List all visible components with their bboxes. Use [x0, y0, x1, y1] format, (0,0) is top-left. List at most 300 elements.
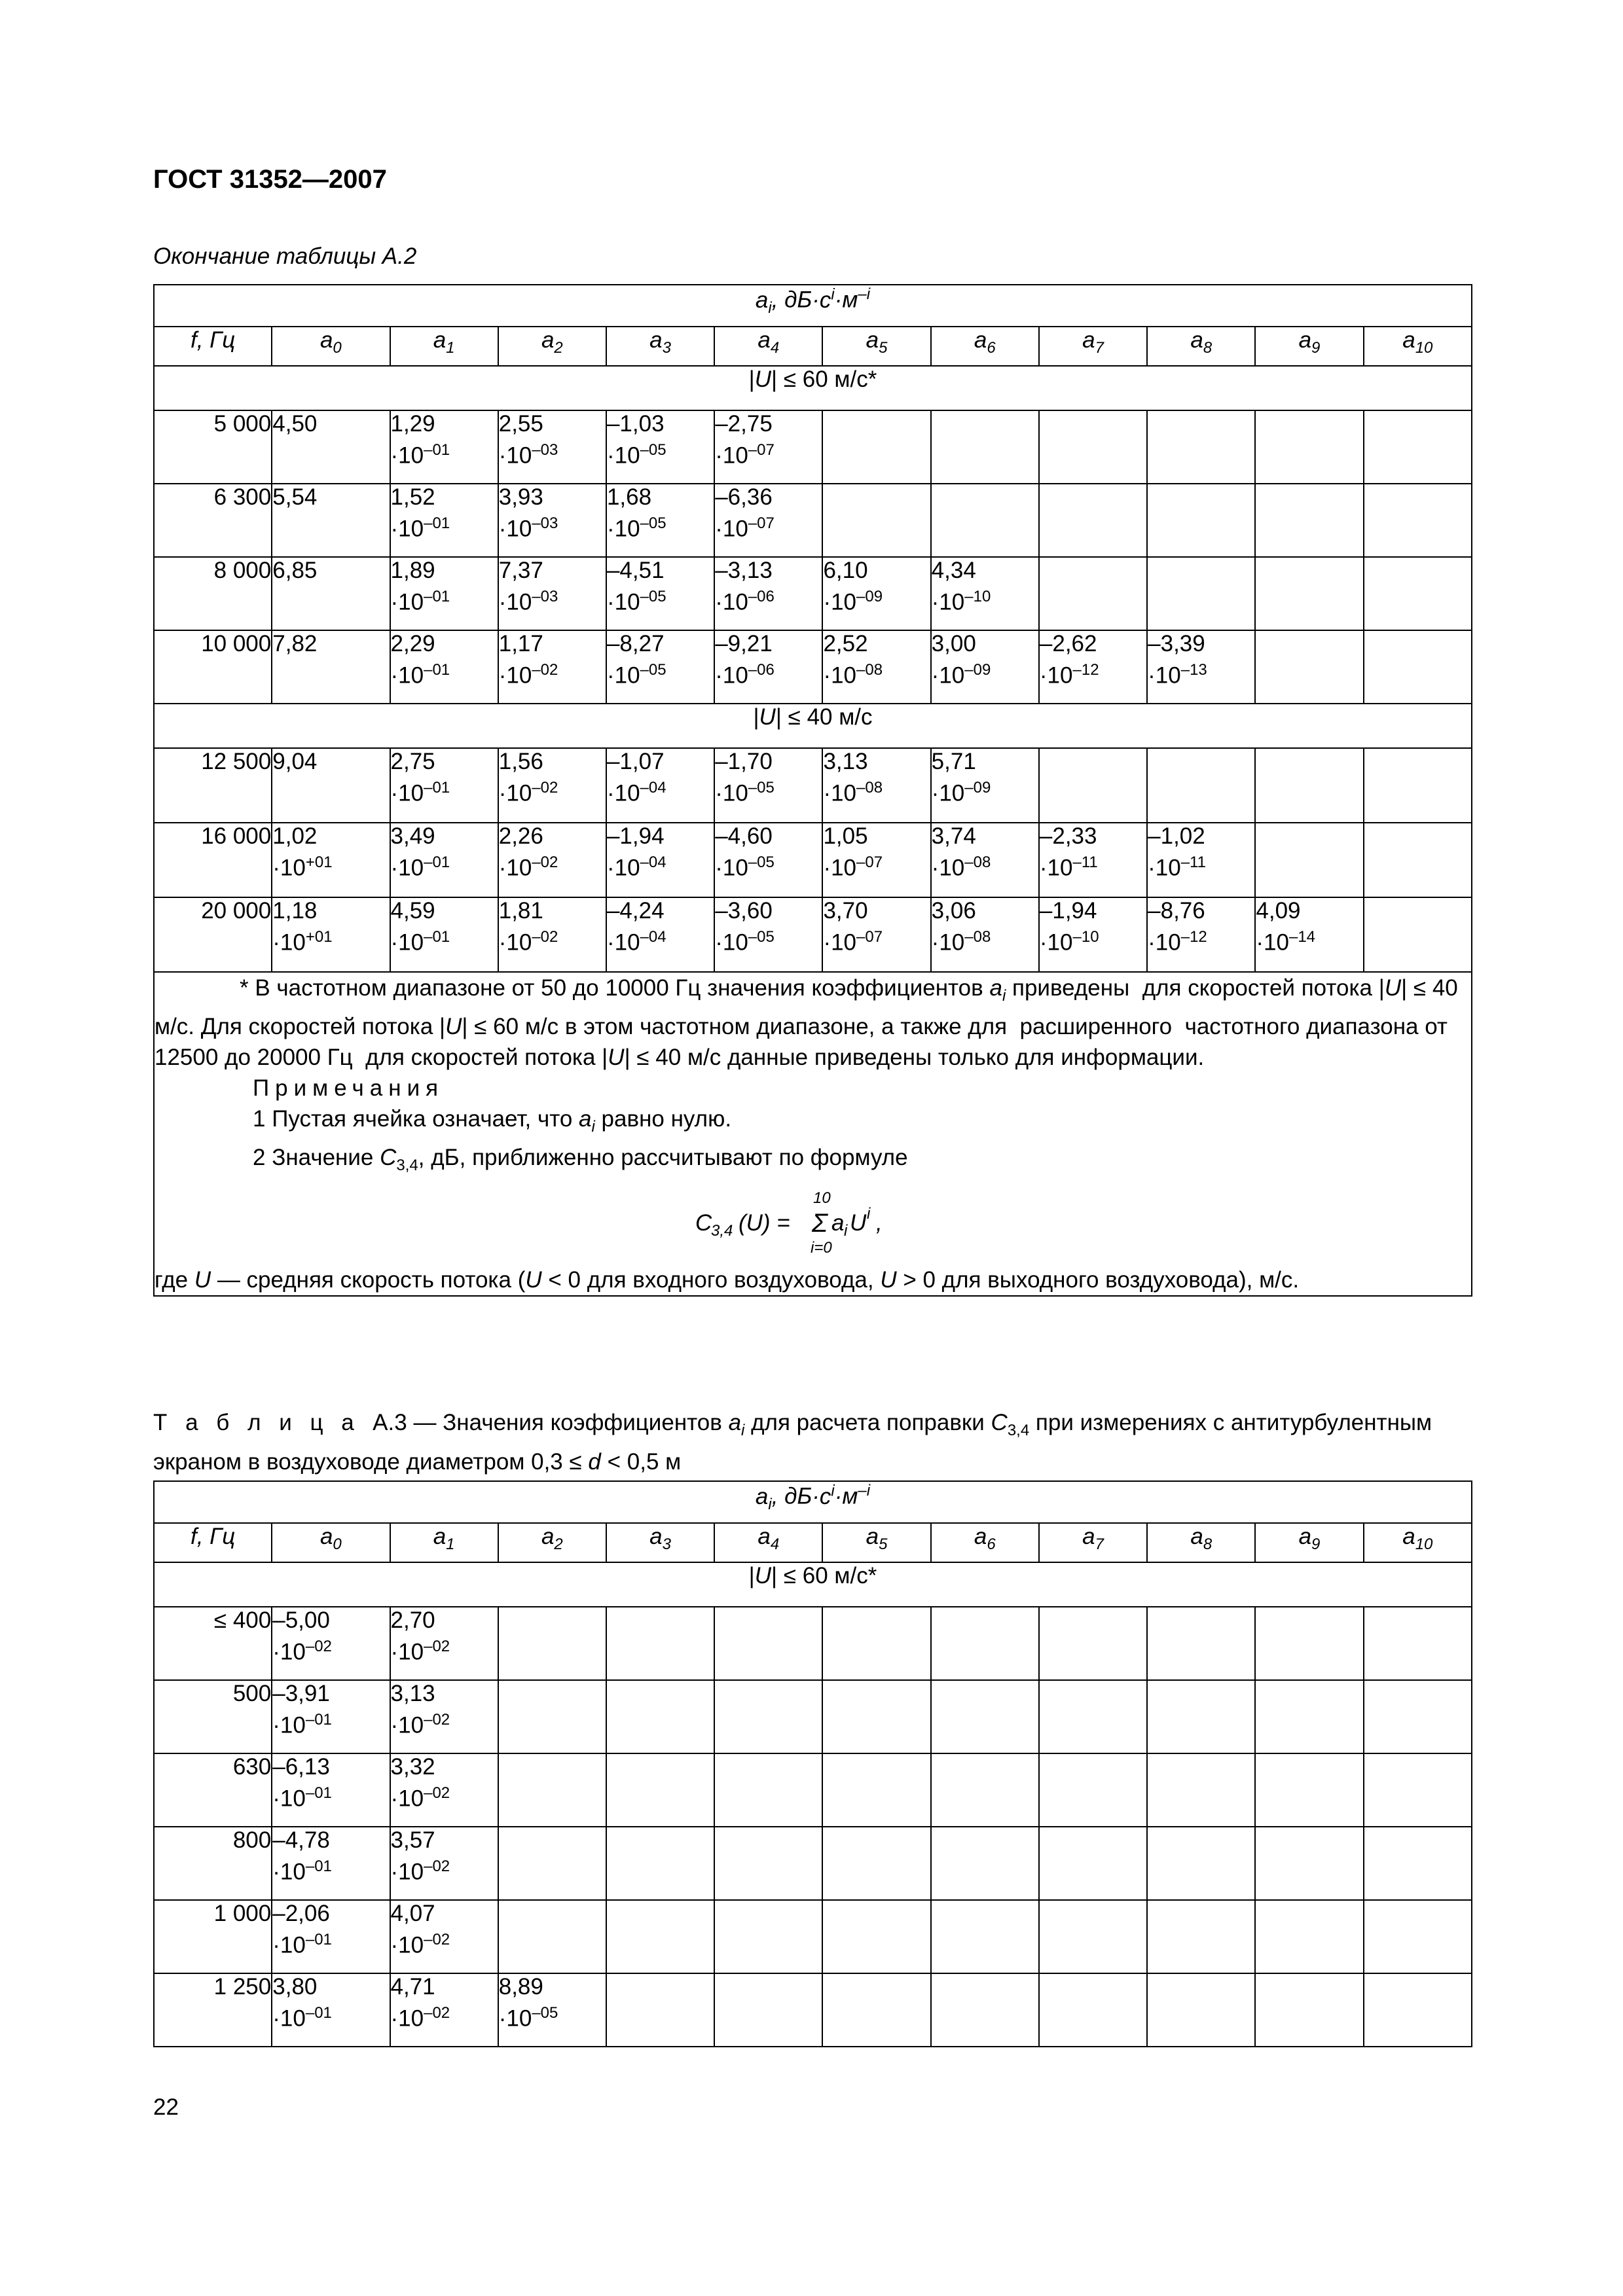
coefficient-exponent: $\cdot 10^{-07}$	[715, 514, 775, 542]
coefficient-cell	[714, 410, 822, 484]
table-row	[154, 1973, 1472, 2047]
coefficient-mantissa: 4,34	[931, 558, 976, 583]
coefficient-exponent: $\cdot 10^{-07}$	[823, 928, 883, 956]
svg-text:i=0: i=0	[810, 1239, 832, 1257]
coefficient-exponent: $\cdot 10^{-01}$	[272, 1857, 332, 1885]
coefficient-mantissa: 1,02	[272, 823, 318, 849]
frequency-cell: 20 000	[154, 897, 272, 972]
coefficient-cell	[1147, 630, 1255, 704]
coefficient-cell	[931, 748, 1039, 823]
coefficient-exponent: $\cdot 10^{-09}$	[823, 588, 883, 615]
coefficient-cell	[1255, 1680, 1363, 1753]
coefficient-mantissa: 1,29	[390, 411, 435, 437]
coefficient-cell	[714, 1607, 822, 1680]
coefficient-mantissa: –8,27	[606, 631, 665, 656]
coefficient-cell	[1039, 557, 1147, 630]
svg-text:(U) =: (U) =	[738, 1210, 790, 1236]
coefficient-cell	[498, 1900, 606, 1973]
coefficient-cell	[714, 897, 822, 972]
coefficient-cell	[1364, 1753, 1472, 1827]
coefficient-cell	[822, 897, 930, 972]
coefficient-exponent: $\cdot 10^{-02}$	[390, 1638, 450, 1665]
table-row	[154, 823, 1472, 897]
coefficient-cell	[272, 1607, 390, 1680]
coefficient-cell	[714, 630, 822, 704]
coefficient-mantissa: 7,82	[272, 631, 318, 656]
frequency-cell: 16 000	[154, 823, 272, 897]
coefficient-cell	[390, 557, 498, 630]
coefficient-cell	[272, 630, 390, 704]
coefficient-cell	[606, 1753, 714, 1827]
coefficient-exponent: $\cdot 10^{-02}$	[390, 1784, 450, 1812]
coefficient-mantissa: –1,02	[1148, 823, 1205, 849]
coefficient-exponent: $\cdot 10^{-01}$	[390, 853, 450, 881]
coefficient-exponent: $\cdot 10^{-01}$	[390, 928, 450, 956]
svg-text:C: C	[695, 1210, 712, 1236]
coefficient-cell	[1255, 484, 1363, 557]
coefficient-cell	[931, 557, 1039, 630]
coefficient-cell	[272, 748, 390, 823]
coefficient-mantissa: 3,93	[498, 484, 543, 510]
coef-header: $a_{10}$	[1364, 1523, 1472, 1562]
frequency-cell: ≤ 400	[154, 1607, 272, 1680]
coefficient-mantissa: 3,00	[931, 631, 976, 656]
coefficient-cell	[931, 410, 1039, 484]
coefficient-mantissa: –9,21	[715, 631, 773, 656]
note-2: 2 Значение $C_{3,4}$, дБ, приближенно рассчитывают по формуле	[253, 1145, 908, 1174]
unit-header: $a_i$, $дБ\cdot c^i\cdot м^{-i}$	[154, 1481, 1472, 1523]
coefficient-cell	[1255, 1900, 1363, 1973]
frequency-cell: 500	[154, 1680, 272, 1753]
coefficient-cell	[272, 897, 390, 972]
coefficient-cell	[1147, 410, 1255, 484]
svg-text:U: U	[849, 1210, 866, 1236]
coefficient-mantissa: –5,00	[272, 1607, 330, 1633]
coefficient-exponent: $\cdot 10^{-03}$	[498, 588, 558, 615]
coefficient-mantissa: –1,94	[606, 823, 665, 849]
coefficient-cell	[1039, 1680, 1147, 1753]
coef-header: $a_5$	[822, 327, 930, 366]
coefficient-cell	[390, 1827, 498, 1900]
coefficient-cell	[606, 823, 714, 897]
coefficient-cell	[390, 630, 498, 704]
coefficient-cell	[1364, 823, 1472, 897]
coefficient-exponent: $\cdot 10^{+01}$	[272, 853, 333, 881]
coef-header: $a_9$	[1255, 327, 1363, 366]
coefficient-mantissa: 9,04	[272, 749, 318, 774]
coefficient-mantissa: 3,13	[390, 1681, 435, 1706]
coefficient-mantissa: –4,78	[272, 1827, 330, 1853]
coefficient-exponent: $\cdot 10^{-09}$	[931, 661, 991, 689]
coefficient-mantissa: –3,60	[715, 898, 773, 924]
coefficient-cell	[606, 1827, 714, 1900]
svg-text:3,4: 3,4	[710, 1222, 733, 1240]
coefficient-exponent: $\cdot 10^{-02}$	[498, 661, 558, 689]
coefficient-exponent: $\cdot 10^{-08}$	[823, 779, 883, 806]
coefficient-cell	[498, 557, 606, 630]
coefficient-cell	[498, 1607, 606, 1680]
table-a2-caption: Окончание таблицы А.2	[153, 243, 417, 269]
coef-header: $a_3$	[606, 327, 714, 366]
table-row	[154, 410, 1472, 484]
coefficient-exponent: $\cdot 10^{-02}$	[390, 2004, 450, 2032]
coefficient-mantissa: 4,50	[272, 411, 318, 437]
frequency-cell: 630	[154, 1753, 272, 1827]
coefficient-exponent: $\cdot 10^{-02}$	[390, 1931, 450, 1958]
coefficient-cell	[1255, 557, 1363, 630]
coefficient-cell	[1039, 1753, 1147, 1827]
coefficients-table-a3	[153, 1480, 1472, 2047]
coefficient-mantissa: 6,10	[823, 558, 868, 583]
coefficient-mantissa: 3,74	[931, 823, 976, 849]
section-header-40: |U| ≤ 40 м/с	[154, 704, 1472, 748]
coefficient-cell	[931, 1753, 1039, 1827]
coefficient-cell	[606, 1680, 714, 1753]
coefficient-cell	[931, 1900, 1039, 1973]
coefficient-cell	[498, 630, 606, 704]
coefficient-exponent: $\cdot 10^{-05}$	[715, 853, 775, 881]
coefficient-cell	[822, 630, 930, 704]
coefficient-mantissa: 3,80	[272, 1974, 318, 2000]
coefficient-cell	[822, 1607, 930, 1680]
coefficient-mantissa: 2,55	[498, 411, 543, 437]
coef-header: $a_0$	[272, 327, 390, 366]
coefficient-exponent: $\cdot 10^{-08}$	[931, 928, 991, 956]
coefficient-cell	[714, 1900, 822, 1973]
coefficient-cell	[822, 484, 930, 557]
coefficient-mantissa: –1,07	[606, 749, 665, 774]
coefficient-cell	[1364, 1973, 1472, 2047]
coefficient-cell	[272, 1973, 390, 2047]
coefficient-mantissa: 2,70	[390, 1607, 435, 1633]
coefficient-cell	[390, 1900, 498, 1973]
coefficient-exponent: $\cdot 10^{-03}$	[498, 441, 558, 469]
coefficient-cell	[498, 1973, 606, 2047]
coefficient-exponent: $\cdot 10^{-02}$	[272, 1638, 332, 1665]
coefficient-mantissa: 1,05	[823, 823, 868, 849]
coefficient-cell	[1255, 630, 1363, 704]
coefficient-cell	[1147, 1900, 1255, 1973]
coefficient-cell	[498, 1680, 606, 1753]
coef-header: $a_9$	[1255, 1523, 1363, 1562]
coefficient-cell	[1039, 1827, 1147, 1900]
coefficient-mantissa: 1,89	[390, 558, 435, 583]
coefficient-cell	[1147, 748, 1255, 823]
coefficient-mantissa: 3,32	[390, 1754, 435, 1780]
coefficient-cell	[390, 897, 498, 972]
coefficient-exponent: $\cdot 10^{-01}$	[390, 514, 450, 542]
coefficient-mantissa: –6,36	[715, 484, 773, 510]
coefficient-exponent: $\cdot 10^{-10}$	[931, 588, 991, 615]
coef-header: $a_5$	[822, 1523, 930, 1562]
coefficient-exponent: $\cdot 10^{-11}$	[1039, 853, 1098, 881]
svg-text:Σ: Σ	[811, 1209, 828, 1238]
coefficient-cell	[822, 1680, 930, 1753]
coefficient-cell	[822, 1973, 930, 2047]
coefficient-exponent: $\cdot 10^{-06}$	[715, 661, 775, 689]
coefficient-mantissa: 3,06	[931, 898, 976, 924]
coefficient-exponent: $\cdot 10^{-04}$	[606, 928, 666, 956]
table-row	[154, 630, 1472, 704]
coefficient-exponent: $\cdot 10^{-07}$	[715, 441, 775, 469]
frequency-cell: 800	[154, 1827, 272, 1900]
coefficient-cell	[822, 823, 930, 897]
coefficient-mantissa: –4,51	[606, 558, 665, 583]
coefficient-cell	[1039, 1973, 1147, 2047]
coefficient-exponent: $\cdot 10^{-08}$	[931, 853, 991, 881]
footnote: * В частотном диапазоне от 50 до 10000 Гц значения коэффициентов $a_i$ приведены для скоростей потока |U| ≤ 40 м/с. Для скоростей потока |U| ≤ 60 м/с в этом частотном диапазоне, а также для расширенного частотного диапазона от 12500 до 20000 Гц для скоростей потока |U| ≤ 40 м/с данные приведены только для информации.	[155, 975, 1458, 1070]
coefficient-exponent: $\cdot 10^{-03}$	[498, 514, 558, 542]
frequency-cell: 1 250	[154, 1973, 272, 2047]
coef-header: $a_4$	[714, 327, 822, 366]
coef-header: $a_7$	[1039, 1523, 1147, 1562]
coefficient-cell	[1147, 1680, 1255, 1753]
coefficient-exponent: $\cdot 10^{-02}$	[498, 928, 558, 956]
frequency-cell: 12 500	[154, 748, 272, 823]
coefficient-exponent: $\cdot 10^{-05}$	[715, 779, 775, 806]
coefficient-cell	[1039, 1900, 1147, 1973]
notes-title: Примечания	[253, 1075, 445, 1101]
coefficient-mantissa: 4,07	[390, 1901, 435, 1926]
coefficient-mantissa: –1,70	[715, 749, 773, 774]
coefficient-cell	[931, 897, 1039, 972]
coefficient-cell	[1255, 823, 1363, 897]
coefficient-exponent: $\cdot 10^{-02}$	[390, 1711, 450, 1738]
coefficient-cell	[822, 1827, 930, 1900]
frequency-cell: 6 300	[154, 484, 272, 557]
coefficient-cell	[822, 557, 930, 630]
coefficient-cell	[1255, 1753, 1363, 1827]
coefficient-cell	[1039, 823, 1147, 897]
table-row	[154, 1607, 1472, 1680]
svg-text:a: a	[831, 1210, 844, 1236]
coefficient-cell	[822, 410, 930, 484]
coef-header: $a_1$	[390, 1523, 498, 1562]
coefficient-exponent: $\cdot 10^{-01}$	[272, 1711, 332, 1738]
coefficient-cell	[390, 1680, 498, 1753]
coefficient-exponent: $\cdot 10^{-04}$	[606, 853, 666, 881]
coefficient-cell	[931, 484, 1039, 557]
coefficient-exponent: $\cdot 10^{-05}$	[606, 514, 666, 542]
coefficient-cell	[1147, 484, 1255, 557]
table-a3-caption: Т а б л и ц а А.3 — Значения коэффициентов $a_i$ для расчета поправки $C_{3,4}$ при измерениях с антитурбулентным экраном в воздуховоде диаметром 0,3 ≤ d < 0,5 м	[153, 1410, 1432, 1475]
coefficient-mantissa: 1,81	[498, 898, 543, 924]
table-row	[154, 1680, 1472, 1753]
coefficient-mantissa: 2,52	[823, 631, 868, 656]
coefficient-cell	[714, 1973, 822, 2047]
coefficient-cell	[606, 1900, 714, 1973]
coef-header: $a_{10}$	[1364, 327, 1472, 366]
coefficient-cell	[1364, 748, 1472, 823]
coefficient-exponent: $\cdot 10^{-05}$	[606, 588, 666, 615]
coefficient-cell	[272, 1827, 390, 1900]
coefficient-cell	[606, 557, 714, 630]
coefficient-exponent: $\cdot 10^{-01}$	[390, 588, 450, 615]
coefficient-exponent: $\cdot 10^{-11}$	[1148, 853, 1206, 881]
coefficient-cell	[498, 1753, 606, 1827]
coefficient-mantissa: 3,57	[390, 1827, 435, 1853]
coefficient-cell	[1255, 897, 1363, 972]
coefficient-mantissa: 5,71	[931, 749, 976, 774]
coefficient-mantissa: –8,76	[1148, 898, 1205, 924]
coefficient-mantissa: –2,62	[1039, 631, 1097, 656]
coefficient-exponent: $\cdot 10^{-10}$	[1039, 928, 1099, 956]
unit-header: $a_i$, $дБ\cdot c^i\cdot м^{-i}$	[154, 285, 1472, 327]
coefficient-cell	[1364, 410, 1472, 484]
coefficient-mantissa: 1,52	[390, 484, 435, 510]
coef-header: $a_2$	[498, 327, 606, 366]
coefficient-cell	[714, 1680, 822, 1753]
coef-header: $a_2$	[498, 1523, 606, 1562]
coefficient-cell	[714, 1753, 822, 1827]
svg-text:,: ,	[875, 1210, 883, 1236]
coefficient-cell	[272, 1900, 390, 1973]
coefficient-cell	[390, 1973, 498, 2047]
frequency-cell: 10 000	[154, 630, 272, 704]
coefficient-cell	[822, 1753, 930, 1827]
coefficient-exponent: $\cdot 10^{-07}$	[823, 853, 883, 881]
coefficient-cell	[272, 557, 390, 630]
coefficient-mantissa: –3,91	[272, 1681, 330, 1706]
coefficient-cell	[1364, 1680, 1472, 1753]
coefficient-exponent: $\cdot 10^{-06}$	[715, 588, 775, 615]
coefficient-cell	[390, 484, 498, 557]
coefficient-exponent: $\cdot 10^{-01}$	[390, 661, 450, 689]
coefficient-mantissa: –2,06	[272, 1901, 330, 1926]
coefficient-cell	[1039, 748, 1147, 823]
coefficient-exponent: $\cdot 10^{-05}$	[498, 2004, 558, 2032]
coefficient-exponent: $\cdot 10^{-02}$	[498, 779, 558, 806]
coefficient-cell	[390, 823, 498, 897]
coefficient-cell	[1147, 1827, 1255, 1900]
coefficient-cell	[931, 1680, 1039, 1753]
formula	[155, 1187, 1471, 1259]
coefficient-mantissa: 7,37	[498, 558, 543, 583]
coefficient-exponent: $\cdot 10^{-05}$	[606, 441, 666, 469]
coefficient-cell	[498, 1827, 606, 1900]
table-row	[154, 1900, 1472, 1973]
frequency-cell: 1 000	[154, 1900, 272, 1973]
coefficient-exponent: $\cdot 10^{-14}$	[1256, 928, 1316, 956]
coefficient-cell	[272, 410, 390, 484]
coefficient-cell	[272, 484, 390, 557]
svg-text:i: i	[843, 1222, 847, 1240]
coefficient-cell	[714, 557, 822, 630]
table-row	[154, 484, 1472, 557]
coefficient-cell	[606, 748, 714, 823]
coefficient-mantissa: 8,89	[498, 1974, 543, 2000]
svg-text:10: 10	[812, 1189, 831, 1207]
document-code: ГОСТ 31352—2007	[153, 165, 387, 194]
coefficient-exponent: $\cdot 10^{-04}$	[606, 779, 666, 806]
coefficient-mantissa: 4,71	[390, 1974, 435, 2000]
coefficient-cell	[931, 1827, 1039, 1900]
where-clause: где U — средняя скорость потока (U < 0 для входного воздуховода, U > 0 для выходного воздуховода), м/с.	[155, 1267, 1300, 1293]
coefficient-cell	[390, 1753, 498, 1827]
coefficient-cell	[498, 410, 606, 484]
coefficient-exponent: $\cdot 10^{-01}$	[272, 1784, 332, 1812]
coefficient-exponent: $\cdot 10^{-05}$	[606, 661, 666, 689]
coefficient-mantissa: –1,03	[606, 411, 665, 437]
coefficient-exponent: $\cdot 10^{-12}$	[1148, 928, 1207, 956]
coefficient-exponent: $\cdot 10^{-08}$	[823, 661, 883, 689]
coefficient-cell	[1147, 1973, 1255, 2047]
coefficient-cell	[1364, 557, 1472, 630]
coefficient-cell	[1147, 1753, 1255, 1827]
coefficient-cell	[390, 410, 498, 484]
coefficient-cell	[606, 1607, 714, 1680]
coefficient-cell	[1364, 1607, 1472, 1680]
coefficient-exponent: $\cdot 10^{-02}$	[390, 1857, 450, 1885]
coefficient-mantissa: –6,13	[272, 1754, 330, 1780]
coef-header: $a_8$	[1147, 327, 1255, 366]
frequency-cell: 5 000	[154, 410, 272, 484]
coefficient-cell	[931, 823, 1039, 897]
coefficient-cell	[606, 1973, 714, 2047]
coefficient-cell	[1147, 1607, 1255, 1680]
coefficient-cell	[714, 748, 822, 823]
coefficient-cell	[606, 484, 714, 557]
coefficient-cell	[1147, 823, 1255, 897]
section-header-60: |U| ≤ 60 м/с*	[154, 366, 1472, 410]
coefficient-cell	[1039, 1607, 1147, 1680]
coefficient-cell	[1255, 1607, 1363, 1680]
table-row	[154, 748, 1472, 823]
coef-header: $a_3$	[606, 1523, 714, 1562]
coefficient-exponent: $\cdot 10^{-09}$	[931, 779, 991, 806]
table-row	[154, 1827, 1472, 1900]
coef-header: $a_0$	[272, 1523, 390, 1562]
coefficient-mantissa: –4,60	[715, 823, 773, 849]
coefficient-exponent: $\cdot 10^{-01}$	[390, 441, 450, 469]
table-row	[154, 897, 1472, 972]
coefficient-exponent: $\cdot 10^{-13}$	[1148, 661, 1207, 689]
coefficient-mantissa: 2,29	[390, 631, 435, 656]
coefficient-mantissa: 4,09	[1256, 898, 1301, 924]
coefficient-mantissa: –2,75	[715, 411, 773, 437]
coefficient-cell	[1364, 630, 1472, 704]
coefficient-mantissa: 3,49	[390, 823, 435, 849]
coefficient-cell	[1364, 1900, 1472, 1973]
coef-header: $a_8$	[1147, 1523, 1255, 1562]
coefficient-mantissa: 3,13	[823, 749, 868, 774]
coefficient-cell	[272, 1753, 390, 1827]
coefficient-mantissa: 6,85	[272, 558, 318, 583]
coefficient-mantissa: 2,26	[498, 823, 543, 849]
coefficient-cell	[606, 897, 714, 972]
coefficient-cell	[1364, 484, 1472, 557]
svg-text:i: i	[866, 1205, 870, 1223]
coefficient-cell	[931, 1607, 1039, 1680]
coefficient-cell	[390, 748, 498, 823]
coefficient-mantissa: 4,59	[390, 898, 435, 924]
coefficient-mantissa: –1,94	[1039, 898, 1097, 924]
coefficient-cell	[714, 484, 822, 557]
coefficient-cell	[1039, 484, 1147, 557]
coefficient-cell	[1147, 557, 1255, 630]
coefficient-cell	[1039, 630, 1147, 704]
coefficient-cell	[1364, 1827, 1472, 1900]
coefficient-cell	[931, 1973, 1039, 2047]
coefficient-mantissa: –2,33	[1039, 823, 1097, 849]
coefficient-cell	[822, 1900, 930, 1973]
coefficient-cell	[272, 1680, 390, 1753]
coefficient-exponent: $\cdot 10^{-01}$	[272, 1931, 332, 1958]
coefficient-cell	[606, 630, 714, 704]
coefficient-cell	[1364, 897, 1472, 972]
freq-header: f, Гц	[154, 327, 272, 366]
coefficient-exponent: $\cdot 10^{-05}$	[715, 928, 775, 956]
